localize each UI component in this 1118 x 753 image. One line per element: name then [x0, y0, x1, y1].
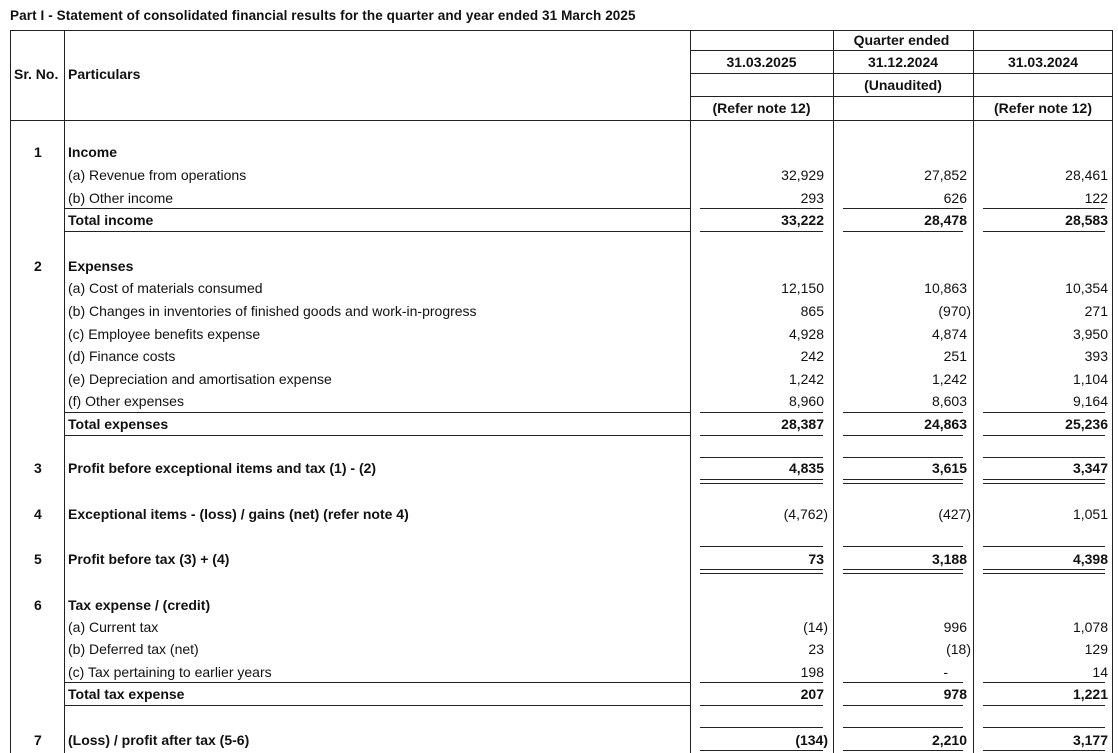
line-pbt-top-2 [843, 546, 963, 547]
header-col-31-03-2024: 31.03.2024 [1007, 54, 1079, 70]
row-finance-q2: 251 [943, 348, 967, 364]
header-col-31-03-2025: 31.03.2025 [726, 54, 797, 70]
header-col-31-12-2024: 31.12.2024 [867, 54, 939, 70]
line-pbt-bot2-3 [983, 573, 1105, 574]
row-earlier-years-label: (c) Tax pertaining to earlier years [68, 664, 272, 680]
line-pat-bot-1 [700, 750, 823, 751]
row-total-tax-q1: 207 [800, 686, 824, 702]
row-pat-label: (Loss) / profit after tax (5-6) [68, 732, 250, 748]
line-pat-top-3 [983, 727, 1105, 728]
row-finance-q3: 393 [1084, 348, 1108, 364]
row-inventories-q3: 271 [1084, 303, 1108, 319]
row-total-income-q3: 28,583 [1065, 212, 1108, 228]
col-divider-q1 [833, 30, 834, 753]
row-revenue-q1: 32,929 [781, 167, 824, 183]
row-total-income-q1: 33,222 [781, 212, 824, 228]
line-total-income-bottom-p [64, 231, 690, 232]
row-other-income-q2: 626 [943, 190, 967, 206]
line-te-top-1 [700, 412, 823, 413]
statement-title: Part I - Statement of consolidated financial results for the quarter and year ended 31 March 2025 [10, 8, 636, 23]
line-pbt-top-1 [700, 546, 823, 547]
line-te-bot-3 [983, 435, 1105, 436]
row-other-income-label: (b) Other income [68, 190, 174, 206]
line-pat-bot-3 [983, 750, 1105, 751]
row-current-tax-q2: 996 [943, 619, 967, 635]
row-employee-q3: 3,950 [1072, 326, 1108, 342]
line-te-bot-2 [843, 435, 963, 436]
row-current-tax-q1: (14) [803, 619, 828, 635]
header-particulars: Particulars [68, 66, 141, 82]
row-earlier-years-q2: - [943, 664, 948, 680]
row-materials-q2: 10,863 [924, 280, 967, 296]
line-tt-bot-1 [700, 705, 823, 706]
row-other-expenses-q1: 8,960 [788, 393, 824, 409]
col-divider-sr [64, 30, 65, 753]
row-total-tax-label: Total tax expense [68, 686, 185, 702]
header-quarter-ended: Quarter ended [853, 32, 950, 48]
line-pbt-bot-2 [843, 569, 963, 570]
line-pat-top-2 [843, 727, 963, 728]
row-revenue-q2: 27,852 [924, 167, 967, 183]
line-ti-top-1 [700, 208, 823, 209]
row-exceptional-label: Exceptional items - (loss) / gains (net) (refer note 4) [68, 506, 409, 522]
line-pbe-bot-2 [843, 479, 963, 480]
header-line-dates [690, 73, 1113, 74]
line-pbt-top-3 [983, 546, 1105, 547]
header-refer-note-col3: (Refer note 12) [993, 100, 1093, 116]
row-pat-q1: (134) [795, 732, 828, 748]
sr-3: 3 [34, 460, 42, 476]
line-pbe-bot2-1 [700, 483, 823, 484]
line-te-bot-p [64, 435, 690, 436]
line-tt-bot-3 [983, 705, 1105, 706]
row-depreciation-q2: 1,242 [931, 371, 967, 387]
line-pbe-bot-3 [983, 479, 1105, 480]
col-divider-q2 [973, 30, 974, 753]
line-pbe-top-3 [983, 457, 1105, 458]
line-tt-top-3 [983, 682, 1105, 683]
line-pat-top-1 [700, 727, 823, 728]
header-line-notes [690, 96, 1113, 97]
row-revenue-label: (a) Revenue from operations [68, 167, 247, 183]
row-other-income-q1: 293 [800, 190, 824, 206]
row-pbe-q1: 4,835 [788, 460, 824, 476]
row-depreciation-label: (e) Depreciation and amortisation expense [68, 371, 332, 387]
header-refer-note-col1: (Refer note 12) [712, 100, 811, 116]
row-total-tax-q2: 978 [943, 686, 967, 702]
row-current-tax-q3: 1,078 [1072, 619, 1108, 635]
sr-6: 6 [34, 597, 42, 613]
row-materials-q3: 10,354 [1065, 280, 1108, 296]
row-pbt-q3: 4,398 [1072, 551, 1108, 567]
row-total-expenses-q2: 24,863 [924, 416, 967, 432]
row-pbt-label: Profit before tax (3) + (4) [68, 551, 230, 567]
line-total-income-top-p [64, 208, 690, 209]
row-inventories-q1: 865 [800, 303, 824, 319]
line-ti-top-3 [983, 208, 1105, 209]
row-total-income-q2: 28,478 [924, 212, 967, 228]
row-deferred-tax-q1: 23 [808, 641, 824, 657]
line-pbt-bot2-1 [700, 573, 823, 574]
line-tt-top-2 [843, 682, 963, 683]
row-pat-q2: 2,210 [931, 732, 967, 748]
row-materials-label: (a) Cost of materials consumed [68, 280, 263, 296]
row-pbe-q2: 3,615 [931, 460, 967, 476]
line-pbe-bot2-3 [983, 483, 1105, 484]
row-finance-q1: 242 [800, 348, 824, 364]
line-pbe-bot2-2 [843, 483, 963, 484]
sr-2: 2 [34, 258, 42, 274]
line-te-top-2 [843, 412, 963, 413]
line-te-top-p [64, 412, 690, 413]
line-ti-bot-3 [983, 231, 1105, 232]
row-other-expenses-q2: 8,603 [931, 393, 967, 409]
row-pbt-q1: 73 [808, 551, 824, 567]
row-income-heading: Income [68, 144, 118, 160]
row-exceptional-q3: 1,051 [1072, 506, 1108, 522]
row-revenue-q3: 28,461 [1065, 167, 1108, 183]
row-depreciation-q1: 1,242 [788, 371, 824, 387]
line-tt-top-p [64, 682, 690, 683]
line-pbe-bot-1 [700, 479, 823, 480]
row-expenses-heading: Expenses [68, 258, 134, 274]
row-employee-q2: 4,874 [931, 326, 967, 342]
row-employee-q1: 4,928 [788, 326, 824, 342]
row-pat-q3: 3,177 [1072, 732, 1108, 748]
row-inventories-label: (b) Changes in inventories of finished goods and work-in-progress [68, 303, 477, 319]
sr-7: 7 [34, 732, 42, 748]
row-deferred-tax-label: (b) Deferred tax (net) [68, 641, 199, 657]
line-ti-top-2 [843, 208, 963, 209]
line-tt-bot-p [64, 705, 690, 706]
header-line-group [690, 50, 1113, 51]
row-pbe-label: Profit before exceptional items and tax (1) - (2) [68, 460, 377, 476]
row-exceptional-q2: (427) [938, 506, 971, 522]
sr-4: 4 [34, 506, 42, 522]
header-unaudited: (Unaudited) [864, 77, 942, 93]
row-other-expenses-label: (f) Other expenses [68, 393, 184, 409]
row-deferred-tax-q2: (18) [946, 641, 971, 657]
row-total-income-label: Total income [68, 212, 154, 228]
row-pbe-q3: 3,347 [1072, 460, 1108, 476]
sr-1: 1 [34, 144, 42, 160]
line-te-bot-1 [700, 435, 823, 436]
row-current-tax-label: (a) Current tax [68, 619, 159, 635]
row-total-tax-q3: 1,221 [1072, 686, 1108, 702]
row-total-expenses-q3: 25,236 [1065, 416, 1108, 432]
header-bottom-line [10, 120, 1113, 121]
line-pbt-bot2-2 [843, 573, 963, 574]
row-pbt-q2: 3,188 [931, 551, 967, 567]
row-deferred-tax-q3: 129 [1084, 641, 1108, 657]
row-exceptional-q1: (4,762) [783, 506, 828, 522]
row-tax-heading: Tax expense / (credit) [68, 597, 211, 613]
line-tt-bot-2 [843, 705, 963, 706]
line-pat-bot-2 [843, 750, 963, 751]
line-tt-top-1 [700, 682, 823, 683]
row-employee-label: (c) Employee benefits expense [68, 326, 261, 342]
row-finance-label: (d) Finance costs [68, 348, 176, 364]
row-other-income-q3: 122 [1084, 190, 1108, 206]
sr-5: 5 [34, 551, 42, 567]
line-pbt-bot-3 [983, 569, 1105, 570]
row-earlier-years-q3: 14 [1092, 664, 1108, 680]
header-sr-no: Sr. No. [14, 66, 59, 82]
row-total-expenses-q1: 28,387 [781, 416, 824, 432]
line-ti-bot-1 [700, 231, 823, 232]
row-depreciation-q3: 1,104 [1072, 371, 1108, 387]
line-pbe-top-1 [700, 457, 823, 458]
line-ti-bot-2 [843, 231, 963, 232]
line-te-top-3 [983, 412, 1105, 413]
line-pbt-bot-1 [700, 569, 823, 570]
col-divider-particulars [690, 30, 691, 753]
row-total-expenses-label: Total expenses [68, 416, 169, 432]
row-materials-q1: 12,150 [781, 280, 824, 296]
row-earlier-years-q1: 198 [800, 664, 824, 680]
row-other-expenses-q3: 9,164 [1072, 393, 1108, 409]
row-inventories-q2: (970) [938, 303, 971, 319]
line-pbe-top-2 [843, 457, 963, 458]
